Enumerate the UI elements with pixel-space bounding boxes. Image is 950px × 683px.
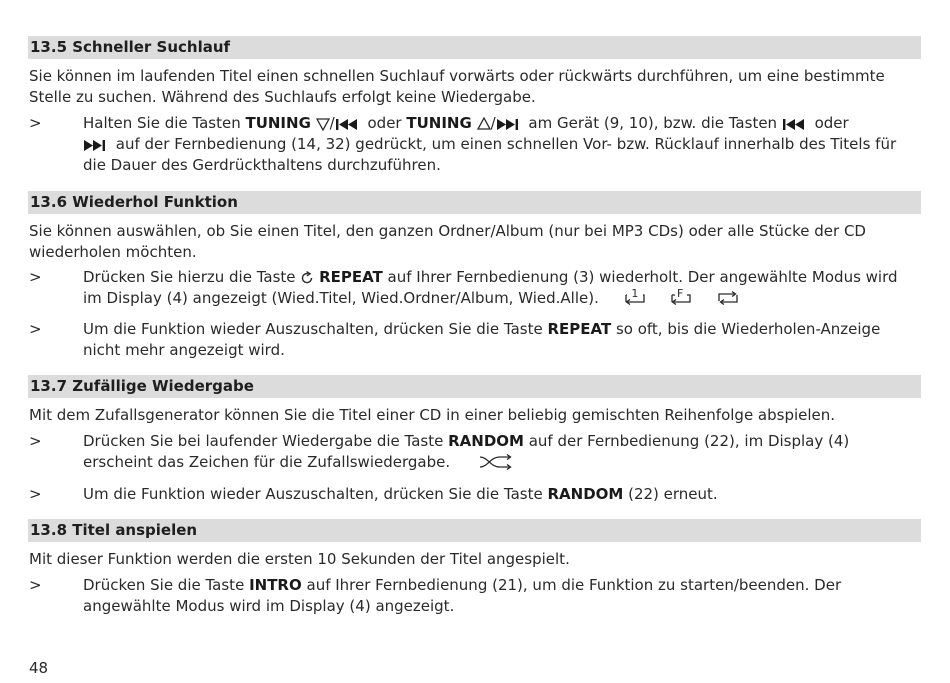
repeat-one-icon: 1: [622, 289, 648, 307]
page-number: 48: [29, 659, 49, 677]
triangle-down-icon: [316, 117, 330, 131]
bullet-marker: >: [29, 268, 42, 286]
section-13-6-intro: Sie können auswählen, ob Sie einen Titel, den ganzen Ordner/Album (nur bei MP3 CDs) oder alle Stücke der CD wiederholen möchten.: [29, 222, 866, 261]
bullet-text: Drücken Sie hierzu die Taste REPEAT auf Ihrer Fernbedienung (3) wiederholt. Der angewählte Modus wird im Display (4) angezeigt (Wied.Titel, Wied.Ordner/Album, Wied.Alle). 1 F: [83, 268, 898, 307]
bullet-marker: >: [29, 432, 42, 450]
triangle-up-icon: [477, 117, 491, 131]
section-13-8-intro: Mit dieser Funktion werden die ersten 10 Sekunden der Titel angespielt.: [29, 550, 570, 568]
section-heading-13-6: 13.6 Wiederhol Funktion: [28, 191, 921, 214]
bullet-text: Um die Funktion wieder Auszuschalten, drücken Sie die Taste REPEAT so oft, bis die Wiederholen-Anzeige nicht mehr angezeigt wird.: [83, 320, 881, 359]
section-13-6-bullet-2: [29, 319, 921, 361]
bullet-text: Halten Sie die Tasten TUNING / oder TUNING / am Gerät (9, 10), bzw. die Tasten oder auf der Fernbedienung (14, 32) gedrückt, um einen schnellen Vor- bzw. Rücklauf innerhalb des Titels für die Dauer des Gerdrückthaltens durchzuführen.: [83, 114, 897, 174]
bullet-text: Drücken Sie bei laufender Wiedergabe die Taste RANDOM auf der Fernbedienung (22), im Display (4) erscheint das Zeichen für die Zufallswiedergabe.: [83, 432, 850, 471]
section-heading-13-7: 13.7 Zufällige Wiedergabe: [28, 375, 921, 398]
section-heading-13-8: 13.8 Titel anspielen: [28, 519, 921, 542]
section-13-7-intro: Mit dem Zufallsgenerator können Sie die Titel einer CD in einer beliebig gemischten Reihenfolge abspielen.: [29, 406, 836, 424]
bullet-text: Drücken Sie die Taste INTRO auf Ihrer Fernbedienung (21), um die Funktion zu starten/beenden. Der angewählte Modus wird im Display (4) angezeigt.: [83, 576, 842, 615]
section-13-7-bullet-1: [29, 431, 921, 473]
repeat-key-icon: [300, 271, 314, 285]
skip-forward-icon: [83, 139, 111, 152]
section-13-5-bullet-1: [29, 113, 921, 176]
bullet-marker: >: [29, 576, 42, 594]
section-13-8-bullet-1: [29, 575, 921, 617]
section-heading-13-5: 13.5 Schneller Suchlauf: [28, 36, 921, 59]
bullet-text: Um die Funktion wieder Auszuschalten, drücken Sie die Taste RANDOM (22) erneut.: [83, 485, 718, 503]
repeat-all-icon: [714, 289, 742, 307]
shuffle-icon: [478, 454, 514, 470]
skip-back-icon: [335, 118, 363, 131]
section-13-7-bullet-2: [29, 484, 921, 505]
skip-back-icon: [782, 118, 810, 131]
section-13-5-intro: Sie können im laufenden Titel einen schnellen Suchlauf vorwärts oder rückwärts durchführen, um eine bestimmte Stelle zu suchen. Während des Suchlaufs erfolgt keine Wiedergabe.: [29, 67, 885, 106]
repeat-folder-icon: F: [668, 289, 694, 307]
bullet-marker: >: [29, 485, 42, 503]
section-13-6-bullet-1: [29, 267, 921, 309]
bullet-marker: >: [29, 114, 42, 132]
skip-forward-icon: [496, 118, 524, 131]
bullet-marker: >: [29, 320, 42, 338]
